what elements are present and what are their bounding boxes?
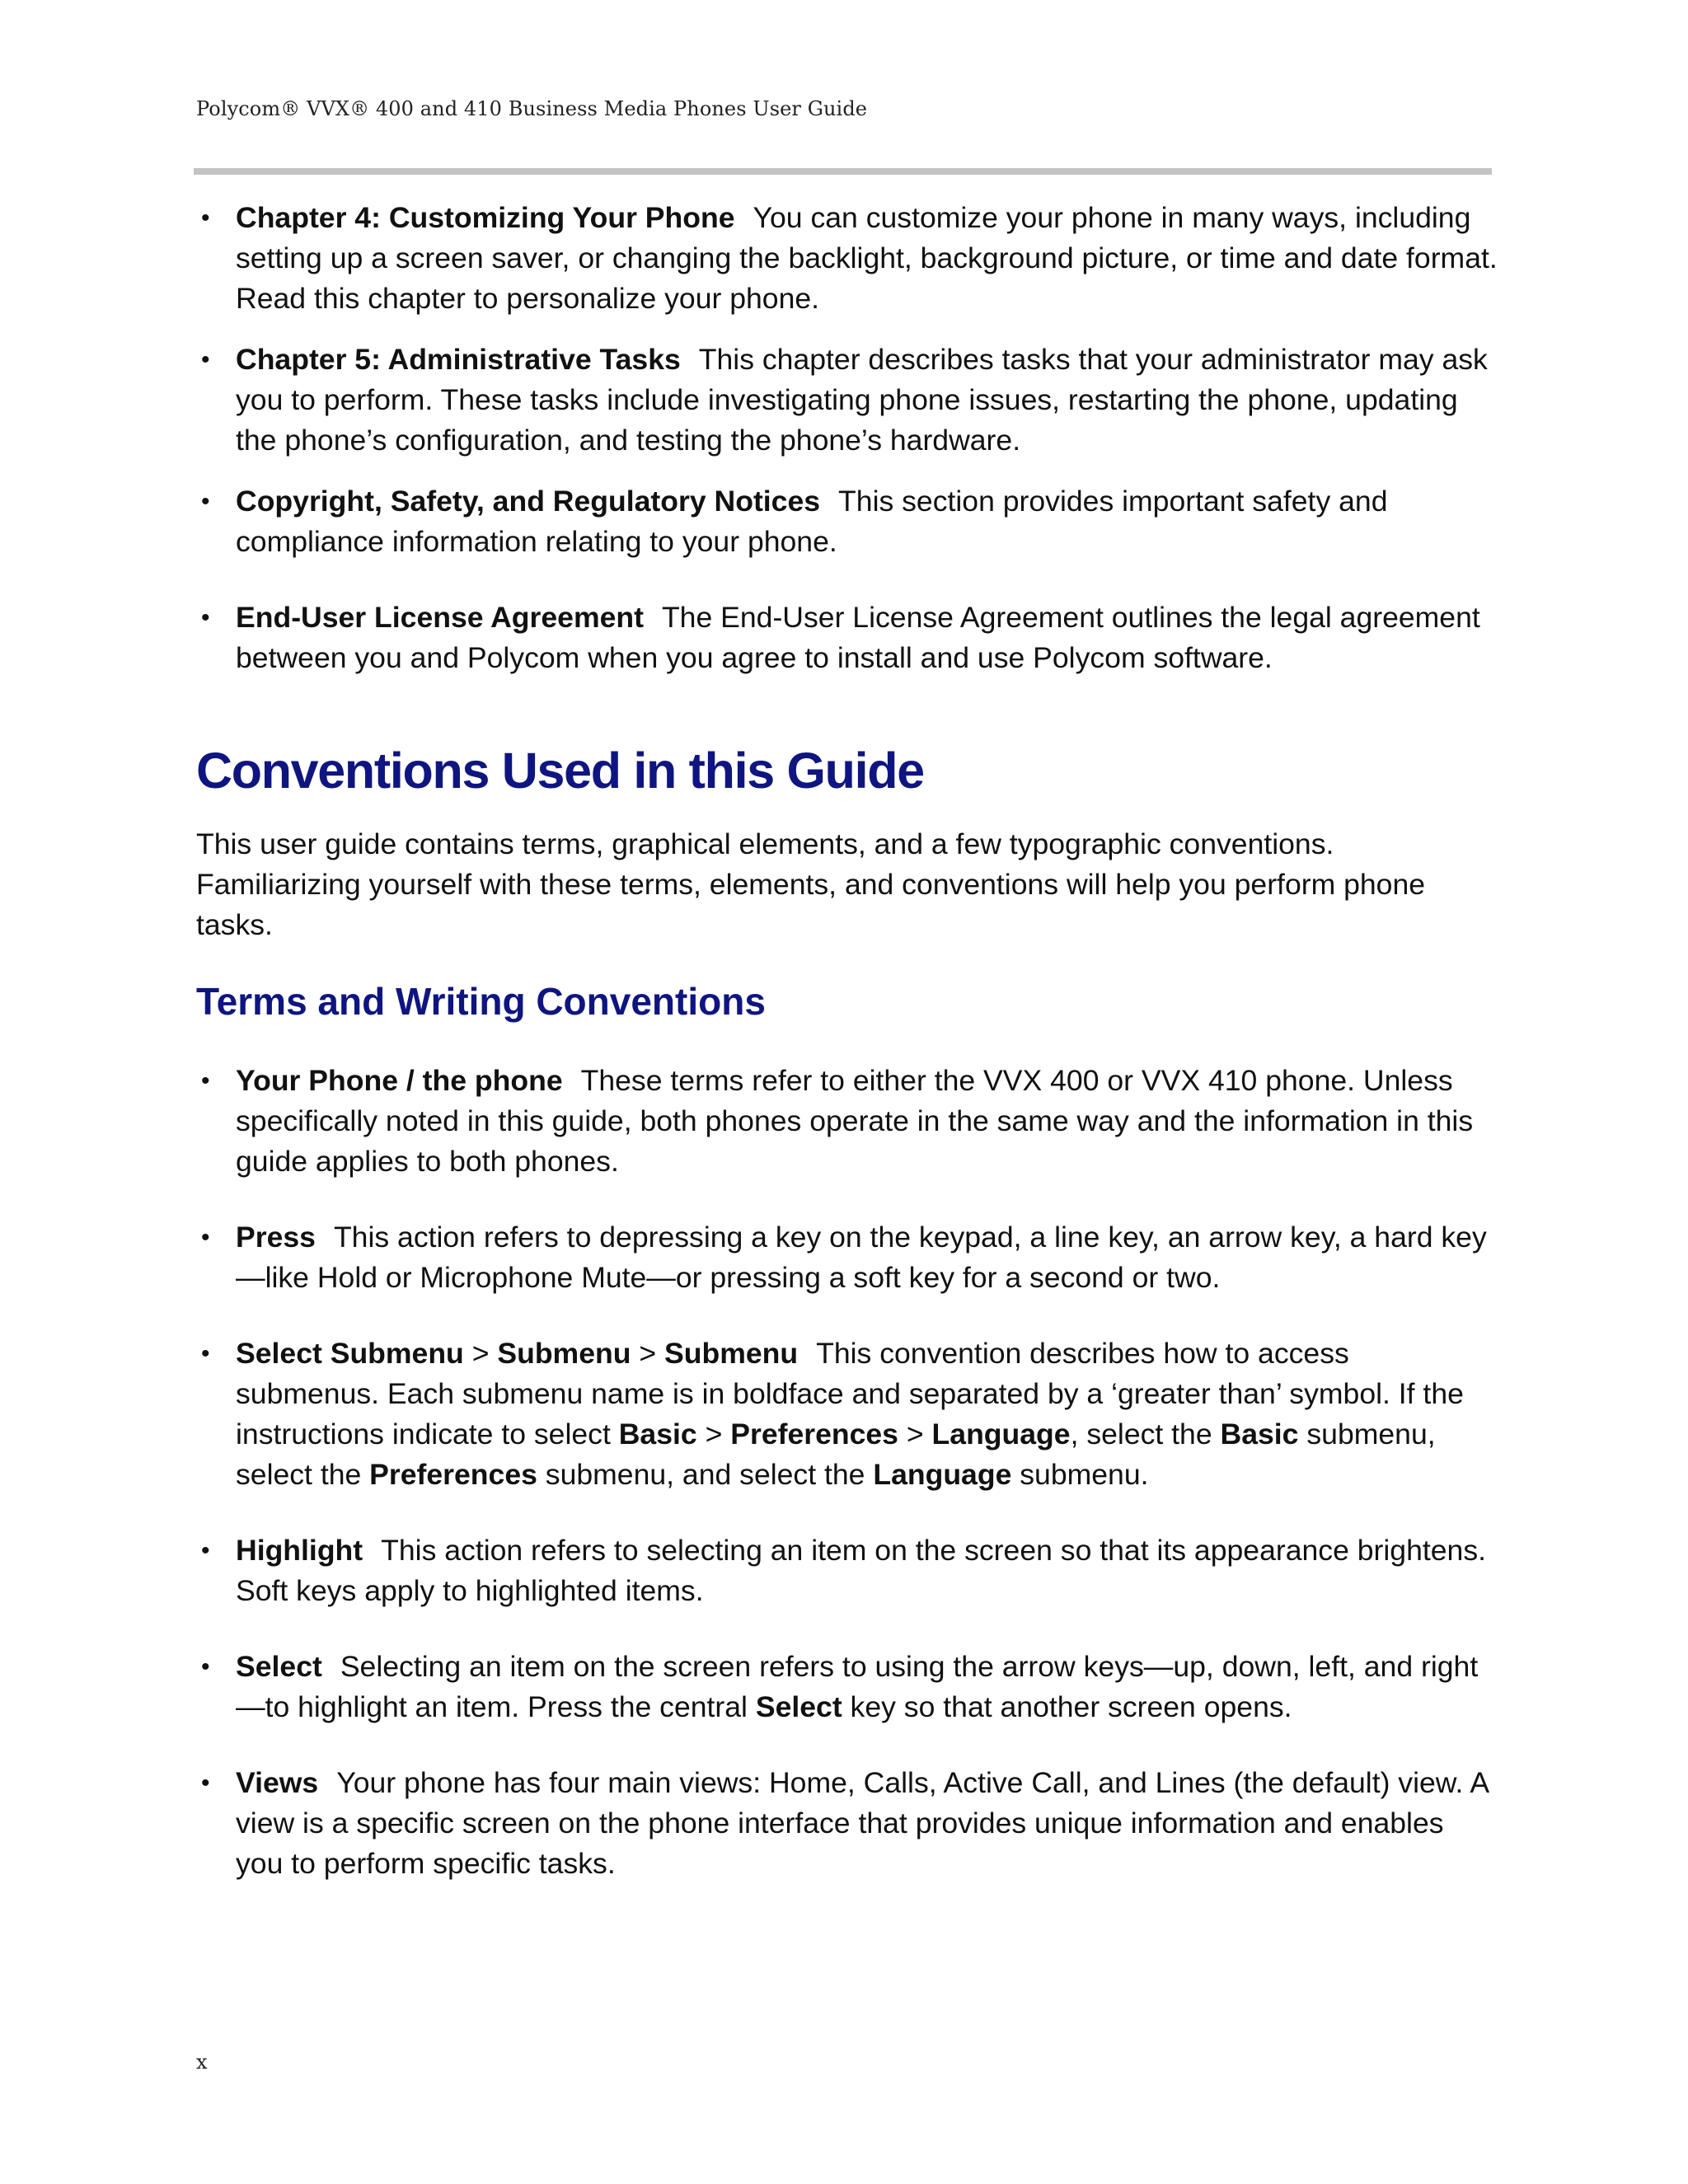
running-header: Polycom® VVX® 400 and 410 Business Media Phones User Guide — [196, 97, 868, 120]
intro-paragraph: This user guide contains terms, graphical elements, and a few typographic conventions. Familiarizing yourself with these terms, elements, and conventions will help you perform phone tasks. — [196, 827, 1426, 941]
chapter-list — [196, 198, 1498, 678]
item-term: Select — [236, 1650, 322, 1683]
separator-symbol: > — [639, 1337, 657, 1370]
item-term: Select Submenu — [236, 1337, 464, 1370]
terms-list — [196, 1061, 1498, 1919]
inline-bold: Basic — [618, 1418, 697, 1451]
list-item — [196, 1061, 1498, 1182]
bullet-icon: • — [201, 1340, 210, 1367]
inline-bold: Preferences — [730, 1418, 898, 1451]
list-item — [196, 198, 1498, 319]
separator-symbol: > — [471, 1337, 490, 1370]
inline-bold: Basic — [1220, 1418, 1299, 1451]
list-item — [196, 481, 1498, 562]
item-text: These terms refer to either the VVX 400 or VVX 410 phone. Unless specifically noted in this guide, both phones operate in the same way and the information in this guide applies to both phones. — [236, 1064, 1474, 1178]
item-text: This section provides important safety and compliance information relating to your phone. — [236, 485, 1388, 558]
item-text: This action refers to selecting an item on the screen so that its appearance brightens. Soft keys apply to highlighted items. — [236, 1534, 1486, 1607]
list-item — [196, 340, 1498, 461]
bullet-icon: • — [201, 1067, 210, 1094]
item-term: Highlight — [236, 1534, 363, 1567]
inline-bold: Language — [931, 1418, 1071, 1451]
bullet-icon: • — [201, 488, 210, 515]
header-rule — [194, 168, 1492, 175]
item-term: Views — [236, 1766, 319, 1799]
item-text: This action refers to depressing a key on the keypad, a line key, an arrow key, a hard key—like Hold or Microphone Mute—or pressing a soft key for a second or two. — [236, 1221, 1487, 1294]
inline-bold: Language — [873, 1458, 1012, 1491]
item-term: Copyright, Safety, and Regulatory Notices — [236, 485, 821, 518]
item-term: Press — [236, 1221, 316, 1254]
item-term: End-User License Agreement — [236, 601, 644, 634]
separator-symbol: > — [906, 1418, 924, 1451]
item-term: Your Phone / the phone — [236, 1064, 563, 1097]
item-text: key so that another screen opens. — [842, 1690, 1292, 1723]
item-text: Your phone has four main views: Home, Calls, Active Call, and Lines (the default) view. A view is a specific screen on the phone interface that provides unique information and enables you to perform specific tasks. — [236, 1766, 1489, 1880]
separator-symbol: > — [705, 1418, 723, 1451]
list-item — [196, 1217, 1498, 1298]
item-term: Chapter 4: Customizing Your Phone — [236, 201, 735, 234]
item-text: submenu. — [1011, 1458, 1149, 1491]
item-text: submenu, and select the — [537, 1458, 874, 1491]
bullet-icon: • — [201, 1653, 210, 1680]
item-term: Submenu — [664, 1337, 799, 1370]
item-term: Submenu — [497, 1337, 631, 1370]
list-item — [196, 1647, 1498, 1727]
page-number: x — [196, 2050, 208, 2074]
bullet-icon: • — [201, 1537, 210, 1564]
item-text: Selecting an item on the screen refers to using the arrow keys—up, down, left, and right—to highlight an item. Press the central — [236, 1650, 1479, 1723]
bullet-icon: • — [201, 604, 210, 631]
list-item — [196, 1763, 1498, 1884]
bullet-icon: • — [201, 204, 210, 232]
item-term: Chapter 5: Administrative Tasks — [236, 343, 681, 376]
bullet-icon: • — [201, 1224, 210, 1251]
inline-bold: Select — [755, 1690, 842, 1723]
item-text: submenu, select the — [236, 1418, 1436, 1491]
bullet-icon: • — [201, 346, 210, 373]
list-item — [196, 598, 1498, 678]
item-text: You can customize your phone in many ways, including setting up a screen saver, or changing the backlight, background picture, or time and date format. Read this chapter to personalize your phone. — [236, 201, 1498, 315]
item-text: , select the — [1070, 1418, 1221, 1451]
inline-bold: Preferences — [369, 1458, 537, 1491]
subsection-heading: Terms and Writing Conventions — [196, 980, 766, 1023]
item-text: The End-User License Agreement outlines the legal agreement between you and Polycom when you agree to install and use Polycom software. — [236, 601, 1480, 674]
bullet-icon: • — [201, 1769, 210, 1797]
list-item — [196, 1530, 1498, 1611]
list-item — [196, 1333, 1498, 1495]
item-text: This convention describes how to access submenus. Each submenu name is in boldface and separated by a ‘greater than’ symbol. If the instructions indicate to select — [236, 1337, 1464, 1451]
item-text: This chapter describes tasks that your administrator may ask you to perform. These tasks include investigating phone issues, restarting the phone, updating the phone’s configuration, and testing the phone’s hardware. — [236, 343, 1488, 457]
section-heading: Conventions Used in this Guide — [196, 743, 924, 799]
